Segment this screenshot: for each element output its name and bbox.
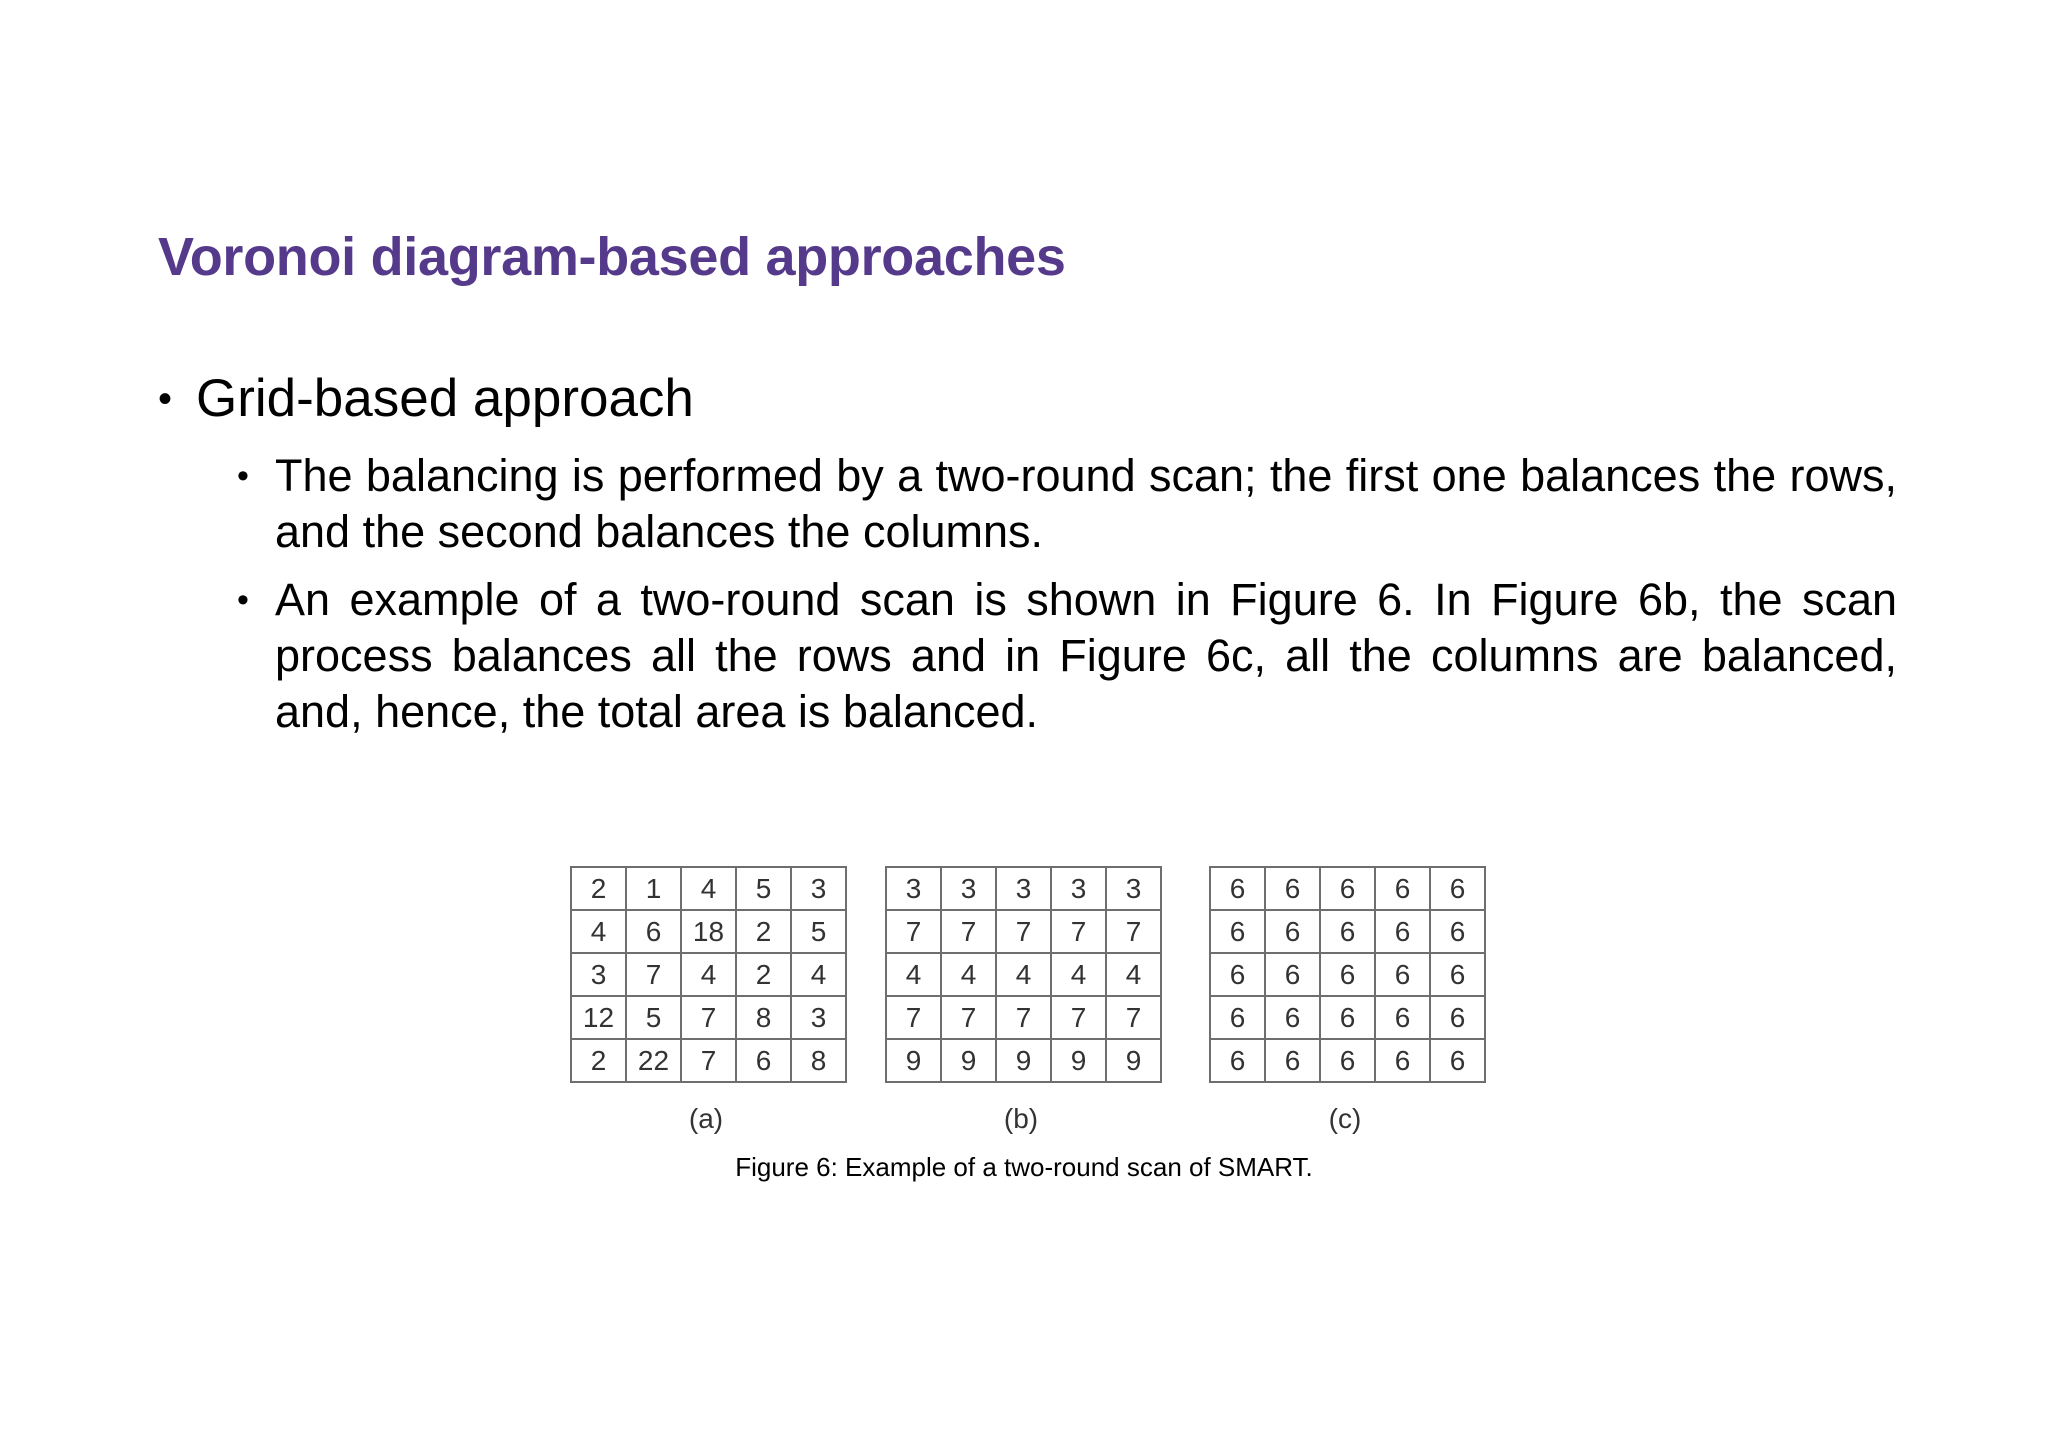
grid-cell: 3: [996, 867, 1051, 910]
bullet-grid-based: [158, 368, 694, 429]
grid-a: [570, 866, 847, 1083]
grid-cell: 4: [996, 953, 1051, 996]
grid-cell: 2: [571, 867, 626, 910]
grid-cell: 6: [1320, 910, 1375, 953]
sub-bullet-text: The balancing is performed by a two-round scan; the first one balances the rows, and the second balances the columns.: [275, 450, 1897, 557]
grid-cell: 6: [1265, 1039, 1320, 1082]
grid-cell: 7: [626, 953, 681, 996]
sub-bullet-item: [237, 572, 1897, 740]
grid-cell: 6: [1265, 996, 1320, 1039]
grid-cell: 6: [1320, 1039, 1375, 1082]
bullet-dot: •: [237, 457, 249, 495]
grid-cell: 6: [626, 910, 681, 953]
grid-cell: 6: [1430, 996, 1485, 1039]
grid-cell: 7: [1106, 996, 1161, 1039]
grid-cell: 7: [1106, 910, 1161, 953]
bullet-text: Grid-based approach: [196, 369, 694, 428]
figure-caption: Figure 6: Example of a two-round scan of SMART.: [735, 1152, 1313, 1182]
grid-cell: 22: [626, 1039, 681, 1082]
sub-bullet-list: [237, 448, 1897, 752]
grid-cell: 3: [1051, 867, 1106, 910]
grid-cell: 9: [886, 1039, 941, 1082]
grid-cell: 9: [941, 1039, 996, 1082]
grid-cell: 7: [996, 910, 1051, 953]
grid-cell: 7: [996, 996, 1051, 1039]
grid-cell: 6: [1375, 996, 1430, 1039]
grid-cell: 9: [1051, 1039, 1106, 1082]
grid-c-label: (c): [1328, 1103, 1362, 1134]
grid-cell: 6: [1375, 953, 1430, 996]
grid-cell: 7: [681, 1039, 736, 1082]
slide-title: Voronoi diagram-based approaches: [158, 227, 1066, 287]
grid-cell: 8: [791, 1039, 846, 1082]
grid-cell: 6: [1320, 996, 1375, 1039]
grid-cell: 3: [886, 867, 941, 910]
grid-cell: 6: [1430, 867, 1485, 910]
grid-cell: 6: [1210, 910, 1265, 953]
grid-cell: 5: [626, 996, 681, 1039]
grid-cell: 7: [681, 996, 736, 1039]
grid-cell: 9: [996, 1039, 1051, 1082]
grid-cell: 7: [1051, 996, 1106, 1039]
bullet-dot: •: [237, 581, 249, 619]
grid-cell: 7: [941, 996, 996, 1039]
grid-cell: 6: [1210, 996, 1265, 1039]
grid-cell: 4: [681, 953, 736, 996]
grid-cell: 2: [736, 953, 791, 996]
grid-cell: 7: [886, 910, 941, 953]
grid-cell: 9: [1106, 1039, 1161, 1082]
grid-cell: 4: [791, 953, 846, 996]
bullet-dot: •: [158, 377, 173, 421]
grid-c: [1209, 866, 1486, 1083]
grid-cell: 3: [1106, 867, 1161, 910]
grid-cell: 6: [1320, 867, 1375, 910]
grid-cell: 6: [736, 1039, 791, 1082]
grid-cell: 7: [941, 910, 996, 953]
grid-cell: 4: [941, 953, 996, 996]
grid-cell: 2: [571, 1039, 626, 1082]
grid-cell: 6: [1265, 910, 1320, 953]
grid-cell: 6: [1430, 910, 1485, 953]
grid-cell: 3: [791, 867, 846, 910]
grid-cell: 6: [1210, 953, 1265, 996]
sub-bullet-text: An example of a two-round scan is shown in Figure 6. In Figure 6b, the scan process balances all the rows and in Figure 6c, all the columns are balanced, and, hence, the total area is balanced.: [275, 574, 1897, 737]
grid-cell: 8: [736, 996, 791, 1039]
grid-cell: 3: [791, 996, 846, 1039]
grid-a-label: (a): [688, 1103, 724, 1134]
grid-cell: 7: [1051, 910, 1106, 953]
grid-cell: 6: [1375, 867, 1430, 910]
grid-cell: 4: [886, 953, 941, 996]
grid-cell: 6: [1430, 1039, 1485, 1082]
grid-cell: 4: [681, 867, 736, 910]
grid-cell: 12: [571, 996, 626, 1039]
grid-cell: 1: [626, 867, 681, 910]
grid-cell: 5: [791, 910, 846, 953]
grid-cell: 5: [736, 867, 791, 910]
grid-cell: 6: [1210, 867, 1265, 910]
grid-cell: 4: [1051, 953, 1106, 996]
grid-cell: 7: [886, 996, 941, 1039]
grid-cell: 6: [1210, 1039, 1265, 1082]
grid-cell: 6: [1320, 953, 1375, 996]
grid-cell: 4: [1106, 953, 1161, 996]
grid-cell: 18: [681, 910, 736, 953]
grid-cell: 6: [1430, 953, 1485, 996]
grid-cell: 3: [941, 867, 996, 910]
grid-cell: 6: [1375, 1039, 1430, 1082]
grid-cell: 6: [1265, 867, 1320, 910]
grid-cell: 6: [1375, 910, 1430, 953]
grid-cell: 6: [1265, 953, 1320, 996]
grid-cell: 3: [571, 953, 626, 996]
grid-b: [885, 866, 1162, 1083]
grid-cell: 2: [736, 910, 791, 953]
sub-bullet-item: [237, 448, 1897, 560]
grid-b-label: (b): [1003, 1103, 1039, 1134]
grid-cell: 4: [571, 910, 626, 953]
